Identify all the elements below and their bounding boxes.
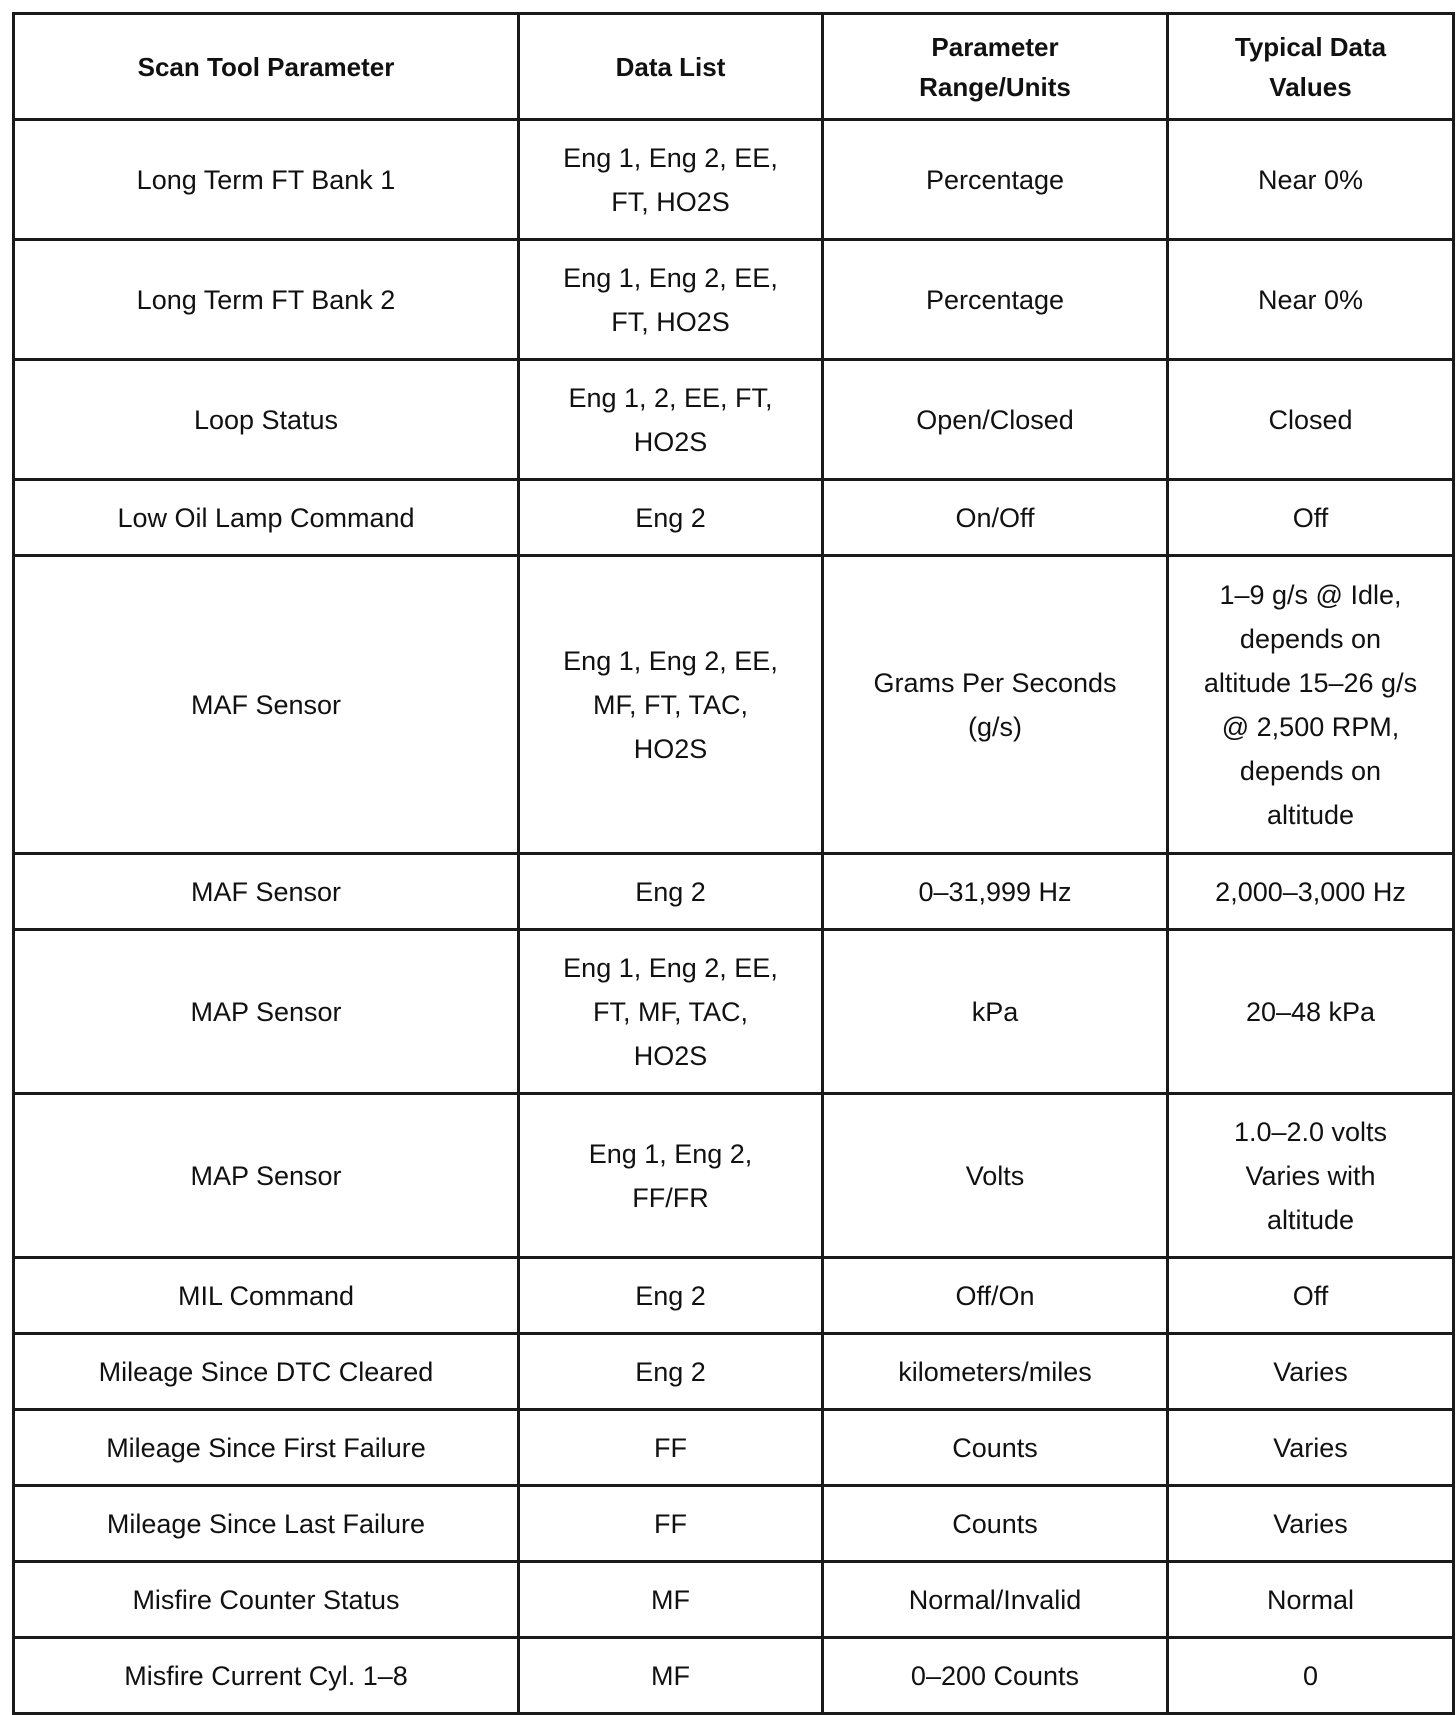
cell-data-list: Eng 1, Eng 2, EE, FT, HO2S: [519, 240, 823, 360]
cell-parameter: Mileage Since Last Failure: [14, 1486, 519, 1562]
table-row: [14, 480, 1454, 556]
cell-range-units: Grams Per Seconds (g/s): [823, 556, 1168, 854]
table-row: [14, 1486, 1454, 1562]
cell-data-list: MF: [519, 1562, 823, 1638]
table-row: [14, 854, 1454, 930]
cell-data-list: Eng 1, Eng 2, FF/FR: [519, 1094, 823, 1258]
cell-parameter: Long Term FT Bank 2: [14, 240, 519, 360]
table-row: [14, 1094, 1454, 1258]
cell-parameter: Low Oil Lamp Command: [14, 480, 519, 556]
cell-data-list: Eng 2: [519, 480, 823, 556]
cell-typical-values: 1.0–2.0 volts Varies with altitude: [1168, 1094, 1454, 1258]
cell-typical-values: Near 0%: [1168, 120, 1454, 240]
cell-parameter: Mileage Since DTC Cleared: [14, 1334, 519, 1410]
header-parameter-range-units: Parameter Range/Units: [823, 14, 1168, 120]
cell-data-list: FF: [519, 1410, 823, 1486]
table-row: [14, 556, 1454, 854]
cell-parameter: Misfire Counter Status: [14, 1562, 519, 1638]
scan-tool-parameter-table: [12, 12, 1455, 1715]
cell-typical-values: 20–48 kPa: [1168, 930, 1454, 1094]
cell-parameter: MAP Sensor: [14, 930, 519, 1094]
cell-data-list: MF: [519, 1638, 823, 1714]
table-row: [14, 1638, 1454, 1714]
cell-range-units: 0–31,999 Hz: [823, 854, 1168, 930]
cell-range-units: Normal/Invalid: [823, 1562, 1168, 1638]
cell-parameter: MAF Sensor: [14, 556, 519, 854]
cell-typical-values: Off: [1168, 480, 1454, 556]
cell-typical-values: 2,000–3,000 Hz: [1168, 854, 1454, 930]
cell-range-units: kilometers/miles: [823, 1334, 1168, 1410]
cell-parameter: MAP Sensor: [14, 1094, 519, 1258]
cell-range-units: Percentage: [823, 120, 1168, 240]
cell-data-list: Eng 2: [519, 854, 823, 930]
cell-range-units: Percentage: [823, 240, 1168, 360]
table-row: [14, 240, 1454, 360]
cell-range-units: Counts: [823, 1486, 1168, 1562]
cell-range-units: Open/Closed: [823, 360, 1168, 480]
cell-range-units: Volts: [823, 1094, 1168, 1258]
header-data-list: Data List: [519, 14, 823, 120]
table-row: [14, 360, 1454, 480]
cell-parameter: Loop Status: [14, 360, 519, 480]
cell-typical-values: Varies: [1168, 1334, 1454, 1410]
table-row: [14, 930, 1454, 1094]
cell-typical-values: Varies: [1168, 1486, 1454, 1562]
cell-typical-values: Closed: [1168, 360, 1454, 480]
cell-range-units: 0–200 Counts: [823, 1638, 1168, 1714]
cell-range-units: Counts: [823, 1410, 1168, 1486]
cell-data-list: Eng 1, 2, EE, FT, HO2S: [519, 360, 823, 480]
cell-data-list: Eng 1, Eng 2, EE, FT, HO2S: [519, 120, 823, 240]
cell-parameter: MIL Command: [14, 1258, 519, 1334]
cell-typical-values: Near 0%: [1168, 240, 1454, 360]
cell-typical-values: Varies: [1168, 1410, 1454, 1486]
table-row: [14, 120, 1454, 240]
table-row: [14, 1258, 1454, 1334]
table-row: [14, 1334, 1454, 1410]
cell-data-list: Eng 1, Eng 2, EE, MF, FT, TAC, HO2S: [519, 556, 823, 854]
table-row: [14, 1562, 1454, 1638]
cell-data-list: Eng 2: [519, 1258, 823, 1334]
cell-parameter: Long Term FT Bank 1: [14, 120, 519, 240]
cell-parameter: Mileage Since First Failure: [14, 1410, 519, 1486]
cell-data-list: Eng 1, Eng 2, EE, FT, MF, TAC, HO2S: [519, 930, 823, 1094]
cell-typical-values: 1–9 g/s @ Idle, depends on altitude 15–26 g/s @ 2,500 RPM, depends on altitude: [1168, 556, 1454, 854]
cell-data-list: FF: [519, 1486, 823, 1562]
cell-range-units: On/Off: [823, 480, 1168, 556]
cell-range-units: kPa: [823, 930, 1168, 1094]
cell-typical-values: Normal: [1168, 1562, 1454, 1638]
table-row: [14, 1410, 1454, 1486]
cell-range-units: Off/On: [823, 1258, 1168, 1334]
header-scan-tool-parameter: Scan Tool Parameter: [14, 14, 519, 120]
cell-typical-values: 0: [1168, 1638, 1454, 1714]
cell-parameter: Misfire Current Cyl. 1–8: [14, 1638, 519, 1714]
cell-data-list: Eng 2: [519, 1334, 823, 1410]
cell-typical-values: Off: [1168, 1258, 1454, 1334]
header-row: [14, 14, 1454, 120]
header-typical-data-values: Typical Data Values: [1168, 14, 1454, 120]
cell-parameter: MAF Sensor: [14, 854, 519, 930]
